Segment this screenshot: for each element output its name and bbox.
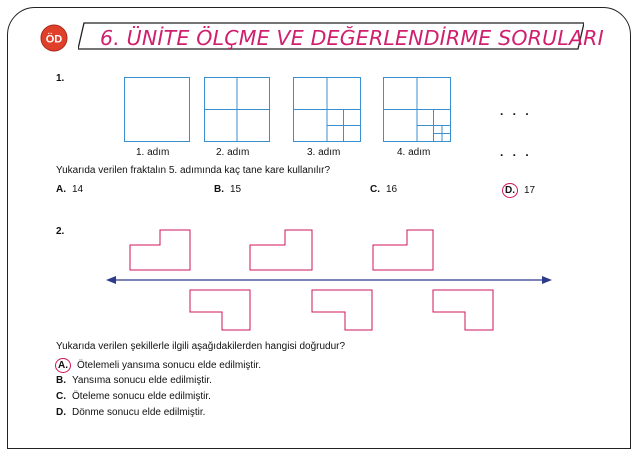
q2-option-b[interactable] (56, 375, 212, 386)
upper-shape-1 (130, 230, 190, 270)
option-value: 14 (72, 184, 84, 195)
step-label-1: 1. adım (136, 147, 170, 158)
question-1-text: Yukarıda verilen fraktalın 5. adımında kaç tane kare kullanılır? (56, 165, 331, 176)
page-title: 6. ÜNİTE ÖLÇME VE DEĞERLENDİRME SORULARI (100, 26, 604, 50)
upper-shape-2 (250, 230, 312, 270)
step-label-4: 4. adım (397, 147, 431, 158)
option-value: Öteleme sonucu elde edilmiştir. (72, 391, 211, 402)
option-letter: B. (56, 375, 66, 386)
lower-shape-3 (433, 290, 493, 330)
q2-option-c[interactable] (56, 391, 211, 402)
option-letter: B. (214, 184, 224, 195)
ellipsis-top: . . . (500, 104, 532, 118)
ellipsis-bottom: . . . (500, 145, 532, 159)
option-value: 17 (524, 185, 536, 196)
q2-option-d[interactable] (56, 407, 205, 418)
question-2-number: 2. (56, 226, 65, 237)
option-letter: C. (370, 184, 380, 195)
option-letter: D. (56, 407, 66, 418)
question-2-text: Yukarıda verilen şekillerle ilgili aşağıdakilerden hangisi doğrudur? (56, 341, 346, 352)
logo-text: ÖD (45, 33, 63, 46)
question-1-number: 1. (56, 73, 65, 84)
selected-answer-circle: D. (502, 183, 518, 198)
q2-option-a-selected[interactable] (56, 358, 261, 373)
option-value: Ötelemeli yansıma sonucu elde edilmiştir. (77, 360, 261, 371)
double-arrow-line (106, 276, 552, 284)
option-letter: A. (56, 184, 66, 195)
option-value: Dönme sonucu elde edilmiştir. (72, 407, 206, 418)
step-label-3: 3. adım (307, 147, 341, 158)
upper-shape-3 (373, 230, 433, 270)
step-label-2: 2. adım (216, 147, 250, 158)
selected-answer-circle: A. (55, 358, 71, 373)
option-value: Yansıma sonucu elde edilmiştir. (72, 375, 212, 386)
lower-shape-2 (312, 290, 372, 330)
option-value: 15 (230, 184, 242, 195)
lower-shape-1 (190, 290, 250, 330)
option-letter: C. (56, 391, 66, 402)
option-value: 16 (386, 184, 398, 195)
